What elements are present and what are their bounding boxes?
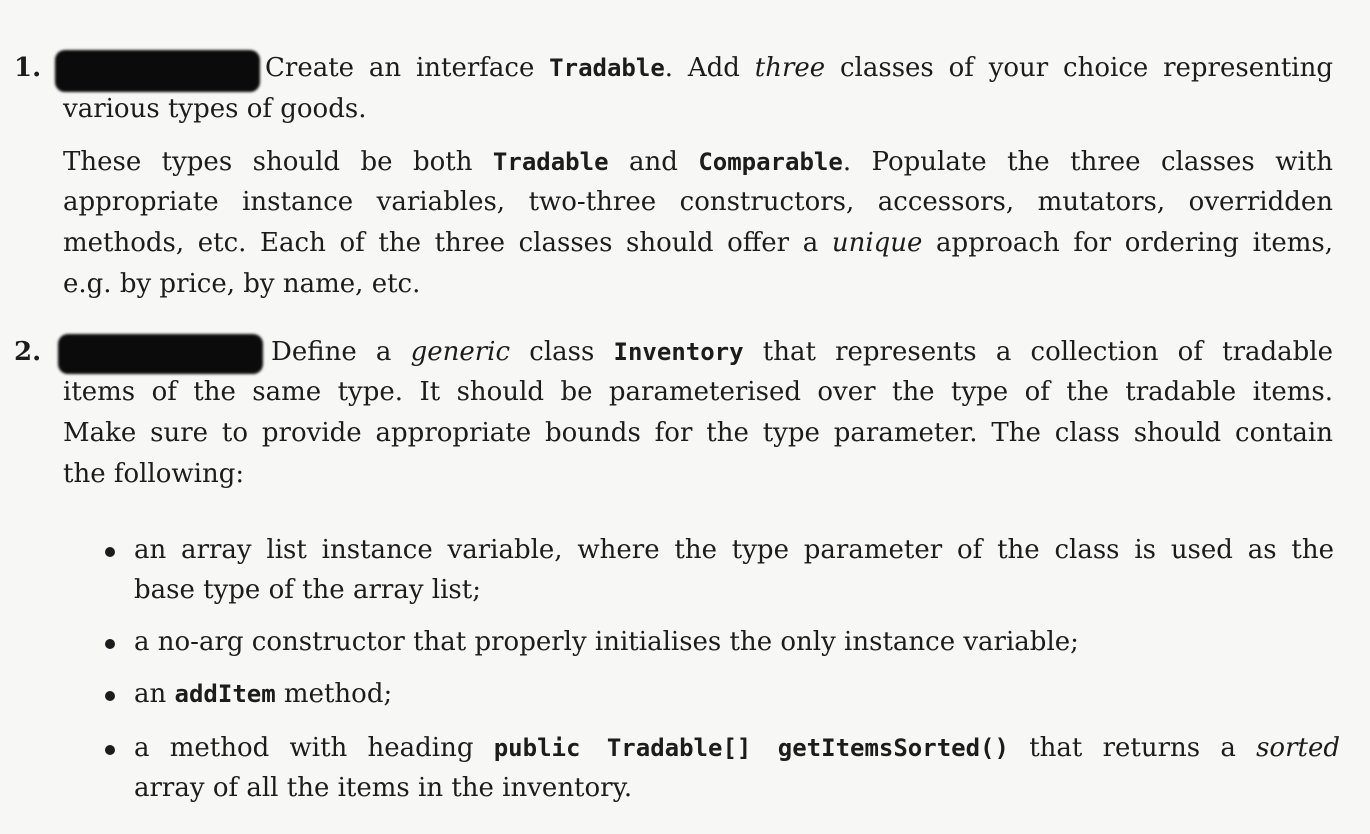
q1-para-2-line-1: These types should be both Tradable and Comparable. Populate the three classes with xyxy=(63,147,1333,177)
bullet-dot xyxy=(105,547,115,557)
list-item-continued: array of all the items in the inventory. xyxy=(134,773,633,803)
q1-line-2: various types of goods. xyxy=(63,94,367,124)
bullet-dot xyxy=(105,745,115,755)
redacted-marks xyxy=(58,334,263,374)
q1-para-2-line-4: e.g. by price, by name, etc. xyxy=(63,269,421,299)
list-item: an addItem method; xyxy=(134,679,393,709)
q2-line-2: items of the same type. It should be parameterised over the type of the tradable items. xyxy=(63,377,1333,407)
q1-para-2-line-3: methods, etc. Each of the three classes should offer a unique approach for ordering items, xyxy=(63,228,1333,258)
list-item: an array list instance variable, where the type parameter of the class is used as the xyxy=(134,535,1334,565)
question-number: 2. xyxy=(14,337,42,367)
q1-para-2-line-2: appropriate instance variables, two-three constructors, accessors, mutators, overridden xyxy=(63,187,1333,217)
q2-line-4: the following: xyxy=(63,459,245,489)
list-item: a no-arg constructor that properly initialises the only instance variable; xyxy=(134,627,1079,657)
question-number: 1. xyxy=(14,53,42,83)
q2-line-1: Define a generic class Inventory that represents a collection of tradable xyxy=(271,337,1333,367)
list-item-continued: base type of the array list; xyxy=(134,575,481,605)
q1-line-1: Create an interface Tradable. Add three classes of your choice representing xyxy=(265,53,1333,83)
redacted-marks xyxy=(55,50,260,92)
bullet-dot xyxy=(105,639,115,649)
bullet-dot xyxy=(105,691,115,701)
q2-line-3: Make sure to provide appropriate bounds for the type parameter. The class should contain xyxy=(63,418,1333,448)
list-item: a method with heading public Tradable[] getItemsSorted() that returns a sorted xyxy=(134,733,1340,763)
